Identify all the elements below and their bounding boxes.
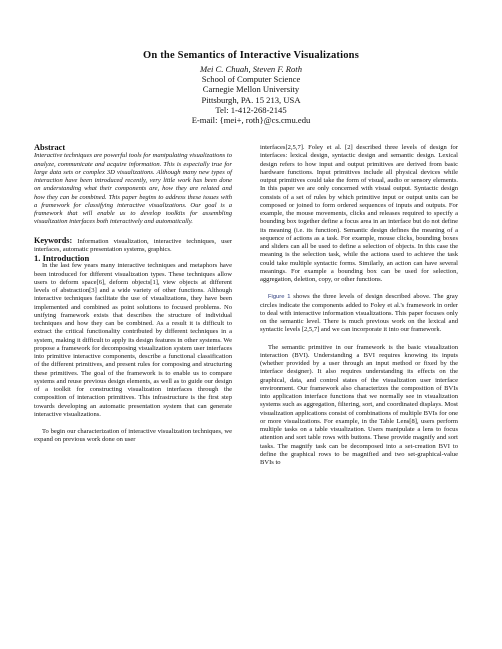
body-paragraph-figure-1 xyxy=(260,293,458,334)
author-email: E-mail: {mei+, roth}@cs.cmu.edu xyxy=(191,115,311,126)
author-affiliation: School of Computer Science xyxy=(201,74,301,85)
left-column xyxy=(34,144,232,445)
figure-1-reference[interactable]: Figure 1 xyxy=(268,294,291,301)
section-heading-introduction: 1. Introduction xyxy=(34,253,90,263)
paper-title: On the Semantics of Interactive Visualizations xyxy=(143,50,359,61)
keywords-text: Information visualization, interactive techniques, user interfaces, automatic presentation systems, graphics. xyxy=(34,237,233,253)
figure-1-paragraph-text: shows the three levels of design described above. The gray circles indicate the components added to Foley et al.'s framework in order to deal with interactive information visualizations. This paper focuses only on the semantic level. There is much previous work on the lexical and syntactic levels [2,5,7] and we can incorporate it into our framework. xyxy=(260,293,458,334)
keywords xyxy=(34,237,232,255)
abstract-heading: Abstract xyxy=(34,143,66,152)
author-telephone: Tel: 1-412-268-2145 xyxy=(215,104,287,115)
right-column xyxy=(260,144,458,467)
body-paragraph-bvi: The semantic primitive in our framework is the basic visualization interaction (BVI). Understanding a BVI requires knowing its inputs (whether provided by a user through an input method or fixed by the interface designer). It also requires understanding its effects on the graphical, data, and control states of the visualization user interface environment. Our framework also characterizes the composition of BVIs into application interface functions that we normally see in visualization systems such as aggregation, filtering, sort, and coordinated displays. Most visualization applications consist of combinations of multiple BVIs for one or more visualizations. For example, in the Table Lens[8], users perform multiple tasks on a table visualization. Users manipulate a lens to focus attention and sort table rows with buttons. These provide magnify and sort tasks. The magnify task can be decomposed into a set-creation BVI to define the graphical rows to be magnified and two set-graphical-value BVIs to xyxy=(260,343,458,466)
body-paragraph-design-levels: interfaces[2,5,7]. Foley et al. [2] described three levels of design for interfaces: lexical design, syntactic design and semantic design. Lexical design refers to how input and output primitives are derived from basic hardware functions. Input primitives include all physical devices while output primitives could take the form of visual, audio or sensory elements. In this paper we are only concerned with visual output. Syntactic design consists of a set of rules by which primitive input or output units can be composed or joined to form ordered sequences of inputs and outputs. For example, the mouse movements, clicks and releases required to specify a bounding box together define a focus area in an interface but do not define its meaning (i.e. its function). Semantic design defines the meaning of a sequence of actions as a task. For example, mouse clicks, bounding boxes and sliders can all be used to define a selection of objects. In this case the meaning is the selection task, while the actions used to achieve the task could take multiple syntactic forms. Similarly, an action can have several meanings. For example a bounding box can be used for selection, aggregation, deletion, copy, or other functions. xyxy=(260,144,458,283)
abstract-body: Interactive techniques are powerful tools for manipulating visualizations to analyze, communicate and acquire information. This is especially true for large data sets or complex 3D visualizations. Although many new types of interaction have been introduced recently, very little work has been done on understanding what their components are, how they are related and how they can be combined. This paper begins to address these issues with a framework for classifying interactive visualizations. Our goal is a framework that will enable us to develop toolkits for assembling visualization interfaces both interactively and automatically. xyxy=(34,152,232,226)
intro-paragraph-1: In the last few years many interactive techniques and metaphors have been introduced for different visualization types. These techniques allow users to deform space[6], deform objects[1], view objects at different levels of abstraction[3] and a wide variety of other functions. Although interactive techniques facilitate the use of visualizations, they have been implemented and combined as point solutions to focused problems. No unifying framework exists that describes the structure of individual techniques and how they can be combined. As a result it is difficult to extract the critical functionality contributed by different techniques in a system, making it difficult to apply its design features in other systems. We propose a framework for decomposing visualization system user interfaces into primitive interactive components, describe a functional classification of the different primitives, and present rules for composing and structuring these primitives. The goal of the framework is to enable us to compare systems and reuse previous design elements, as well as to guide our design of a toolkit for constructing visualization interfaces through the composition of interaction primitives. This infrastructure is the first step towards developing an automatic presentation system that can generate interactive visualizations. xyxy=(34,262,232,418)
intro-paragraph-2: To begin our characterization of interactive visualization techniques, we expand on previous work done on user xyxy=(34,428,232,444)
author-address: Pittsburgh, PA. 15 213, USA xyxy=(201,94,301,105)
author-block xyxy=(0,64,502,125)
author-names: Mei C. Chuah, Steven F. Roth xyxy=(200,64,302,74)
keywords-label: Keywords: xyxy=(34,235,73,245)
author-university: Carnegie Mellon University xyxy=(202,84,300,95)
